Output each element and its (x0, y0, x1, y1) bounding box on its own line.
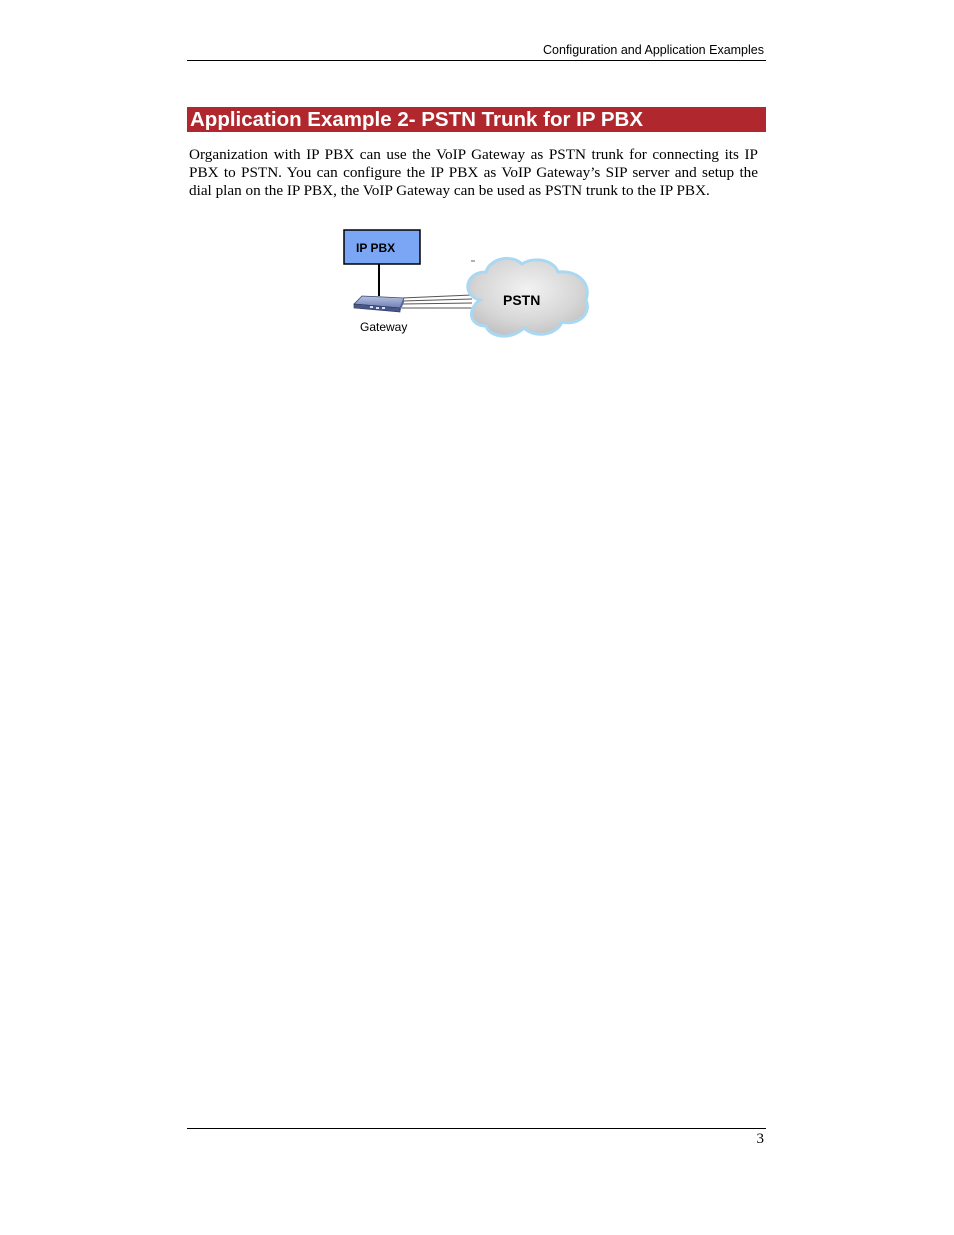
gateway-label: Gateway (360, 320, 408, 334)
footer-rule (187, 1128, 766, 1129)
body-paragraph: Organization with IP PBX can use the VoIP Gateway as PSTN trunk for connecting its IP PBX to PSTN. You can configure the IP PBX as VoIP Gateway’s SIP server and setup the dial plan on the IP PBX, the VoIP Gateway can be used as PSTN trunk to the IP PBX. (189, 146, 758, 199)
header-rule (187, 60, 766, 61)
page-number: 3 (756, 1131, 764, 1147)
trunk-lines (402, 295, 472, 308)
gateway-device-icon (354, 296, 404, 312)
ip-pbx-label: IP PBX (356, 241, 396, 255)
network-diagram (330, 222, 610, 352)
running-header: Configuration and Application Examples (543, 43, 764, 57)
pstn-label: PSTN (503, 292, 541, 308)
section-heading: Application Example 2- PSTN Trunk for IP PBX (187, 107, 766, 132)
